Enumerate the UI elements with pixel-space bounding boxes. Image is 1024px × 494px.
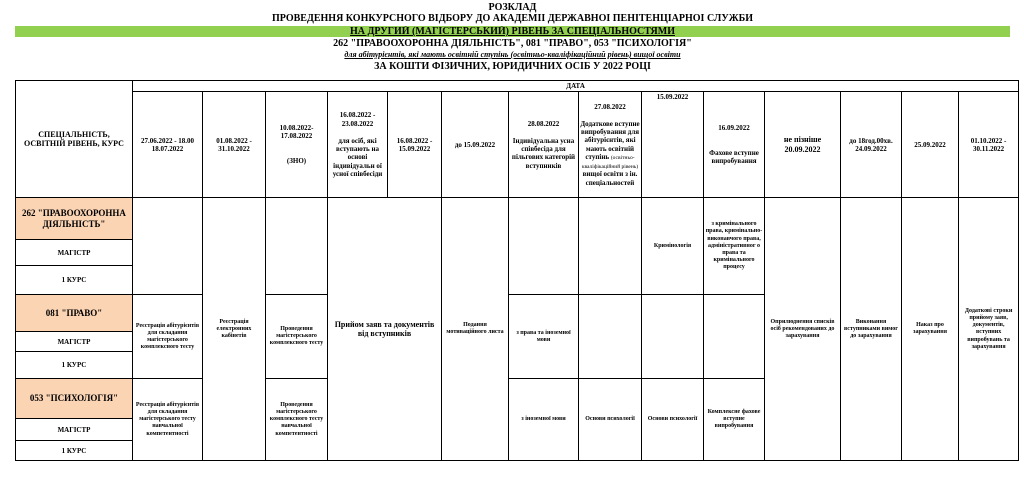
col-7-head — [509, 92, 579, 198]
schedule-table — [15, 80, 1019, 461]
col-4-head — [328, 92, 388, 198]
spec-053: 053 "ПСИХОЛОГІЯ" — [16, 379, 133, 419]
r1-professional-exam: з кримінального права, кримінально-виконавчого права, адміністративног о права та кримінального процесу — [704, 198, 765, 295]
additional-terms: Додаткові строки прийому заяв, документів, вступних випробувань та зарахування — [959, 198, 1019, 461]
r3-interview: з іноземної мови — [509, 379, 579, 461]
r2-registration: Реєстрація абітурієнтів для складання магістерського комплексного тесту — [133, 295, 203, 379]
spec-262: 262 "ПРАВООХОРОННА ДІЯЛЬНІСТЬ" — [16, 198, 133, 240]
col-2-date: 01.08.2022 - 31.10.2022 — [203, 92, 266, 198]
enrollment-requirements: Виконання вступниками вимог до зарахування — [841, 198, 902, 461]
col-3-head — [266, 92, 328, 198]
col-14-date: 01.10.2022 - 30.11.2022 — [959, 92, 1019, 198]
col-8-date: 27.08.2022 — [594, 102, 626, 111]
course-262: 1 КУРС — [16, 266, 133, 295]
col-5-date: 16.08.2022 - 15.09.2022 — [388, 92, 442, 198]
r1-c7 — [509, 198, 579, 295]
r2-interview: з права та іноземної мови — [509, 295, 579, 379]
col-6-date: до 15.09.2022 — [442, 92, 509, 198]
r2-test: Проведення магістерського комплексного тесту — [266, 295, 328, 379]
spec-081: 081 "ПРАВО" — [16, 295, 133, 332]
corner-header: СПЕЦІАЛЬНІСТЬ, ОСВІТНІЙ РІВЕНЬ, КУРС — [16, 81, 133, 198]
col-4-text: для осіб, які вступають на основі індивідуальн ої усної співбесіди — [332, 136, 383, 179]
level-081: МАГІСТР — [16, 332, 133, 352]
course-081: 1 КУРС — [16, 352, 133, 379]
r2-c9 — [642, 295, 704, 379]
specialties-line: 262 "ПРАВООХОРОННА ДІЯЛЬНІСТЬ", 081 "ПРАВО", 053 "ПСИХОЛОГІЯ" — [333, 39, 692, 49]
r1-c3 — [266, 198, 328, 295]
r3-psychology-basics: Основи психології — [642, 379, 704, 461]
enrollment-order: Наказ про зарахування — [902, 198, 959, 461]
applications-intake: Прийом заяв та документів від вступників — [328, 198, 442, 461]
col-4-date: 16.08.2022 - 23.08.2022 — [339, 111, 376, 128]
r3-test: Проведення магістерського комплексного тесту навчальної компетентності — [266, 379, 328, 461]
r2-c8 — [579, 295, 642, 379]
col-1-date: 27.06.2022 - 18.00 18.07.2022 — [133, 92, 203, 198]
r3-additional-exam: Основи психології — [579, 379, 642, 461]
col-3-date: 10.08.2022- 17.08.2022 — [279, 123, 314, 141]
col-8-text-small: (освітньо-кваліфікаційний рівень) — [581, 155, 639, 170]
col-11-date: не пізніше 20.09.2022 — [765, 92, 841, 198]
funding-line: ЗА КОШТИ ФІЗИЧНИХ, ЮРИДИЧНИХ ОСІБ У 2022 РОЦІ — [374, 62, 651, 72]
col-7-date: 28.08.2022 — [527, 119, 560, 128]
course-053: 1 КУРС — [16, 441, 133, 461]
col-8-text-a: Додаткове вступне випробування для абітурієнтів, які мають освітній ступінь — [580, 119, 640, 162]
col-10-head — [704, 92, 765, 198]
cabinet-registration: Реєстрація електронних кабінетів — [203, 198, 266, 461]
col-7-text: Індивідуальна усна співбесіда для пільгових категорій вступників — [511, 136, 576, 170]
r1-c1 — [133, 198, 203, 295]
date-header: ДАТА — [133, 81, 1019, 92]
level-053: МАГІСТР — [16, 419, 133, 441]
col-10-text: Фахове вступне випробування — [709, 149, 759, 166]
col-10-date: 16.09.2022 — [718, 123, 750, 132]
col-8-text-b: вищої освіти з ін. спеціальностей — [582, 170, 638, 187]
r2-c10 — [704, 295, 765, 379]
r3-registration: Реєстрація абітурієнтів для складання магістерського тесту навчальної компетентності — [133, 379, 203, 461]
doc-title: РОЗКЛАД — [488, 3, 537, 13]
col-13-date: 25.09.2022 — [902, 92, 959, 198]
col-12-date: до 18год.00хв. 24.09.2022 — [841, 92, 902, 198]
col-3-zno: (ЗНО) — [286, 157, 307, 166]
lists-publication: Оприлюднення списків осіб рекомендованих до зарахування — [765, 198, 841, 461]
col-9-date: 15.09.2022 — [642, 92, 704, 198]
r1-c8 — [579, 198, 642, 295]
level-262: МАГІСТР — [16, 240, 133, 266]
applicants-line: для абітурієнтів, які мають освітній ступінь (освітньо-кваліфікаційний рівень) вищої освіти — [344, 51, 681, 59]
criminology: Кримінологія — [642, 198, 704, 295]
doc-subtitle: ПРОВЕДЕННЯ КОНКУРСНОГО ВІДБОРУ ДО АКАДЕМІЇ ДЕРЖАВНОЇ ПЕНІТЕНЦІАРНОЇ СЛУЖБИ — [272, 14, 753, 24]
level-banner: НА ДРУГИЙ (МАГІСТЕРСЬКИЙ) РІВЕНЬ ЗА СПЕЦІАЛЬНОСТЯМИ — [15, 26, 1010, 37]
col-8-head — [579, 92, 642, 198]
r3-professional-exam: Комплексне фахове вступне випробування — [704, 379, 765, 461]
motivation-letter: Подання мотиваційного листа — [442, 198, 509, 461]
